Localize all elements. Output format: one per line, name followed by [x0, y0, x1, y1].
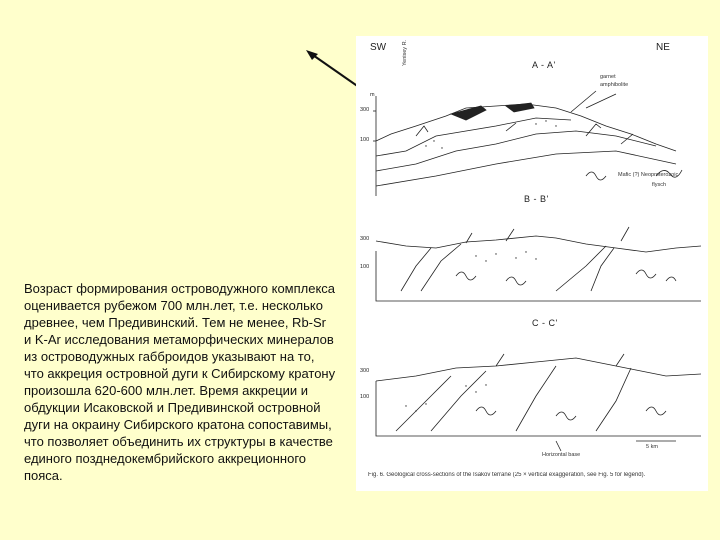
section-a-label: A - A'	[532, 60, 556, 70]
direction-ne-label: NE	[656, 42, 670, 53]
section-b-drawing	[376, 227, 701, 301]
section-b-tick-100: 100	[360, 264, 370, 270]
section-a-tick-300: 300	[360, 107, 370, 113]
horizontal-base-label: Horizontal base	[542, 452, 581, 458]
legend-amphibolite: amphibolite	[600, 82, 629, 88]
section-b-label: B - B'	[524, 194, 549, 204]
legend-mafic: Mafic (?) Neoproterozoic	[618, 172, 679, 178]
legend-flysch: flysch	[652, 182, 667, 188]
section-c-tick-100: 100	[360, 394, 370, 400]
scale-label: 5 km	[646, 444, 658, 450]
section-c-label: C - C'	[532, 318, 558, 328]
body-text: Возраст формирования островодужного комплекса оценивается рубежом 700 млн.лет, т.е. несколько древнее, чем Предивинский. Тем не менее, Rb-Sr и K-Ar исследования метаморфических минералов из островодужных габброидов указывают на то, что аккреция островной дуги к Сибирскому кратону произошла 620-600 млн.лет. Время аккреции и обдукции Исаковской и Предивинской островной дуги на окраину Сибирского кратона сопоставимы, что позволяет объединить их структуры в качестве единого позднедокембрийского аккреционного пояса.	[24, 281, 336, 483]
section-b-tick-300: 300	[360, 236, 370, 242]
section-c-tick-300: 300	[360, 368, 370, 374]
river-label: Yenisey R.	[402, 39, 408, 66]
section-c-drawing	[376, 354, 701, 451]
direction-sw-label: SW	[370, 42, 387, 53]
unit-label: m	[370, 92, 375, 98]
section-a-tick-100: 100	[360, 137, 370, 143]
section-a-drawing	[373, 91, 682, 196]
geological-figure	[356, 36, 708, 491]
legend-garnet: garnet	[600, 74, 616, 80]
cross-sections-drawing	[356, 36, 708, 491]
figure-caption: Fig. 6. Geological cross-sections of the Isakov terrane (25 × vertical exaggeration, see Fig. 5 for legend).	[368, 472, 646, 478]
